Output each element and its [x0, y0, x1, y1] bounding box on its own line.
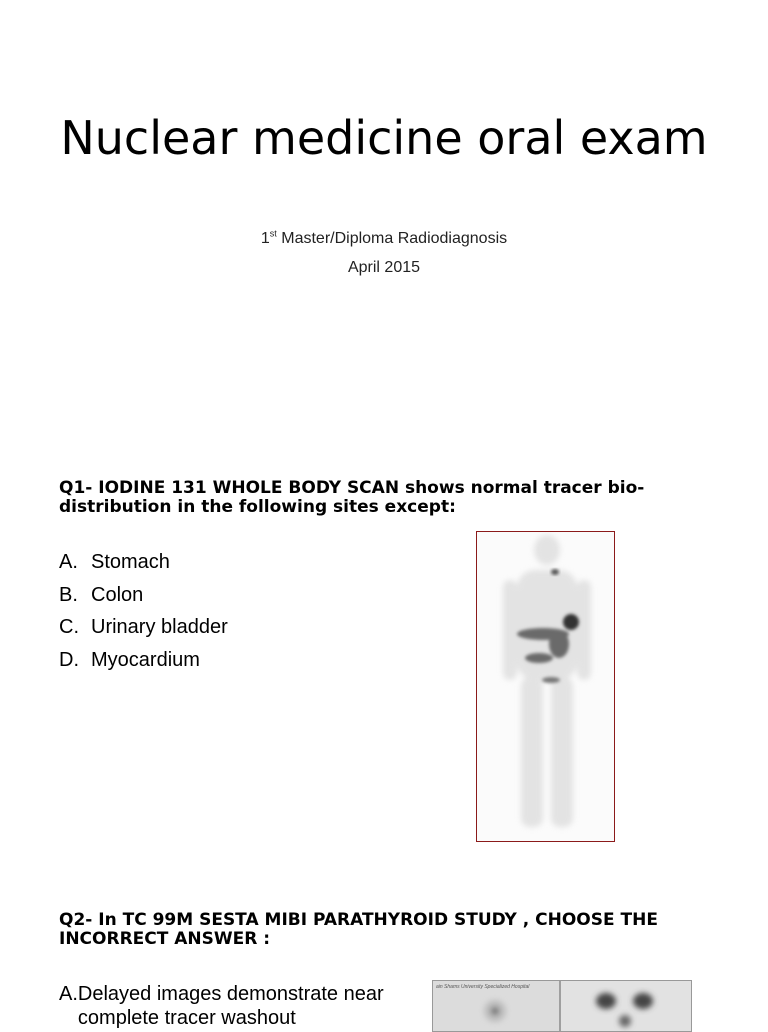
subtitle-ordinal-suffix: st [269, 228, 277, 239]
option-text: Myocardium [91, 648, 200, 671]
option-text: Urinary bladder [91, 616, 228, 638]
question-2-text: Q2- In TC 99M SESTA MIBI PARATHYROID STUDY , CHOOSE THE INCORRECT ANSWER : [59, 910, 658, 949]
question-1-options [59, 549, 228, 679]
subtitle-ordinal: 1 [260, 230, 270, 247]
option-text: Stomach [91, 551, 170, 573]
question-1-option-b [59, 582, 228, 615]
subtitle-course [0, 230, 768, 248]
question-2-options [59, 982, 389, 1030]
parathyroid-scan-image [432, 980, 692, 1032]
option-letter: A. [59, 983, 78, 1005]
question-1-option-d [59, 647, 228, 680]
option-letter: C. [59, 616, 79, 638]
question-1-option-c [59, 614, 228, 647]
parathyroid-image-caption: ain Shams University Specialized Hospital [436, 984, 530, 990]
slide-title: Nuclear medicine oral exam [60, 111, 708, 165]
option-text: Colon [91, 583, 144, 606]
subtitle-date: April 2015 [347, 259, 421, 276]
option-letter: A. [59, 551, 78, 573]
whole-body-scan-figure [477, 532, 614, 841]
option-letter: B. [59, 583, 78, 606]
question-1-text: Q1- IODINE 131 WHOLE BODY SCAN shows normal tracer bio-distribution in the following sites except: [59, 478, 645, 517]
whole-body-scan-image [476, 531, 615, 842]
question-2-option-a [59, 982, 389, 1030]
question-1-option-a [59, 549, 228, 582]
option-letter: D. [59, 648, 79, 671]
option-text: Delayed images demonstrate near complete tracer washout [77, 983, 384, 1029]
subtitle-program: Master/Diploma Radiodiagnosis [276, 230, 508, 247]
